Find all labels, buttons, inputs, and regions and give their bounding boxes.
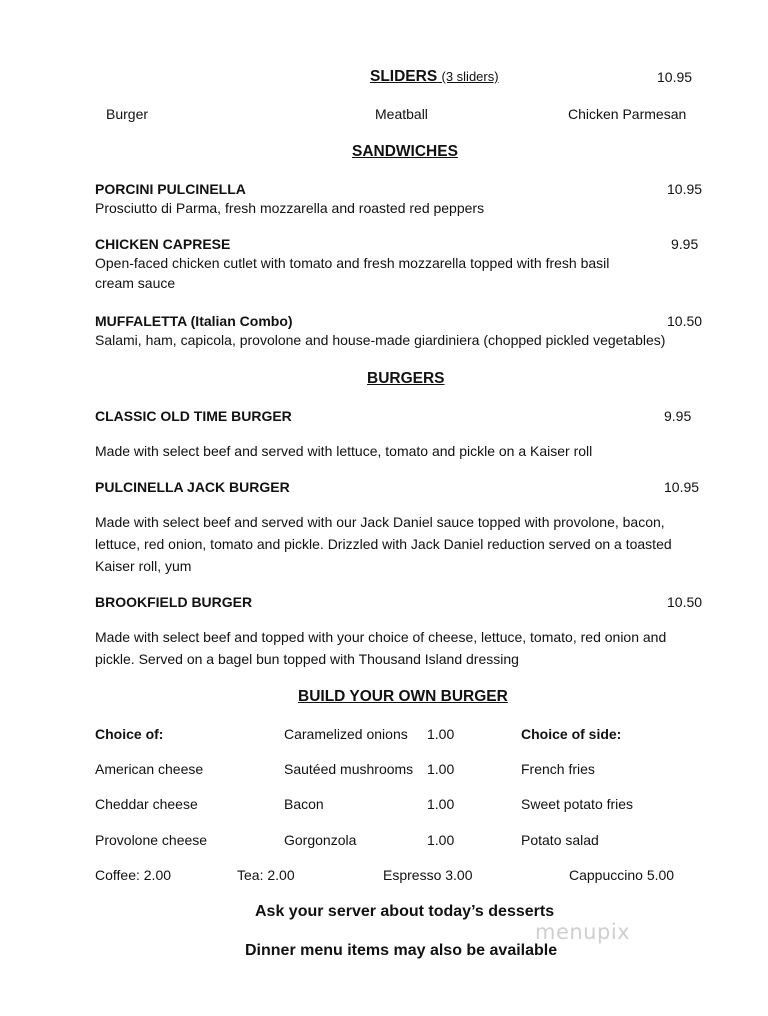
drink-price: Espresso 3.00 [383, 867, 473, 883]
item-name: CLASSIC OLD TIME BURGER [95, 408, 292, 424]
slider-option: Burger [106, 106, 149, 122]
topping-name: Caramelized onions [284, 726, 408, 742]
item-name: CHICKEN CAPRESE [95, 236, 231, 252]
topping-name: Sautéed mushrooms [284, 761, 414, 777]
sliders-price: 10.95 [657, 69, 693, 85]
topping-name: Gorgonzola [284, 832, 357, 848]
build-your-own-heading: BUILD YOUR OWN BURGER [298, 688, 508, 705]
drink-price: Coffee: 2.00 [95, 867, 172, 883]
item-description-line: Made with select beef and topped with your choice of cheese, lettuce, tomato, red onion and [95, 629, 667, 645]
sliders-note: (3 sliders) [441, 69, 499, 84]
item-name: MUFFALETTA (Italian Combo) [95, 313, 293, 329]
cheese-option: Cheddar cheese [95, 796, 198, 812]
topping-name: Bacon [284, 796, 324, 812]
side-option: Potato salad [521, 832, 599, 848]
item-name: BROOKFIELD BURGER [95, 594, 253, 610]
slider-option: Meatball [375, 106, 428, 122]
menupix-watermark: menupix [535, 920, 631, 944]
cheese-option: Provolone cheese [95, 832, 208, 848]
item-name: PORCINI PULCINELLA [95, 181, 246, 197]
choice-of-label: Choice of: [95, 726, 164, 742]
item-description-line: cream sauce [95, 275, 176, 291]
item-price: 9.95 [664, 408, 692, 424]
item-description-line: Made with select beef and served with lettuce, tomato and pickle on a Kaiser roll [95, 443, 593, 459]
item-name: PULCINELLA JACK BURGER [95, 479, 290, 495]
item-description: Prosciutto di Parma, fresh mozzarella and roasted red peppers [95, 200, 485, 216]
desserts-note: Ask your server about today’s desserts [255, 903, 555, 920]
item-price: 10.95 [667, 181, 703, 197]
burgers-heading: BURGERS [367, 370, 445, 387]
item-price: 9.95 [671, 236, 699, 252]
item-description-line: Open-faced chicken cutlet with tomato and fresh mozzarella topped with fresh basil [95, 255, 610, 271]
item-description-line: Kaiser roll, yum [95, 558, 192, 574]
drink-price: Cappuccino 5.00 [569, 867, 675, 883]
item-description-line: pickle. Served on a bagel bun topped with Thousand Island dressing [95, 651, 519, 667]
choice-of-side-label: Choice of side: [521, 726, 622, 742]
item-price: 10.50 [667, 313, 703, 329]
dinner-menu-note: Dinner menu items may also be available [245, 942, 558, 959]
side-option: Sweet potato fries [521, 796, 634, 812]
item-description-line: Made with select beef and served with our Jack Daniel sauce topped with provolone, bacon, [95, 514, 665, 530]
drink-price: Tea: 2.00 [237, 867, 295, 883]
cheese-option: American cheese [95, 761, 204, 777]
item-description: Salami, ham, capicola, provolone and house-made giardiniera (chopped pickled vegetables) [95, 332, 666, 348]
item-price: 10.95 [664, 479, 700, 495]
sandwiches-heading: SANDWICHES [352, 143, 458, 160]
topping-price: 1.00 [427, 726, 455, 742]
item-description-line: lettuce, red onion, tomato and pickle. Drizzled with Jack Daniel reduction served on a toasted [95, 536, 672, 552]
sliders-title: SLIDERS [370, 68, 438, 85]
slider-option: Chicken Parmesan [568, 106, 687, 122]
topping-price: 1.00 [427, 832, 455, 848]
side-option: French fries [521, 761, 595, 777]
topping-price: 1.00 [427, 761, 455, 777]
sliders-heading [370, 68, 499, 86]
topping-price: 1.00 [427, 796, 455, 812]
item-price: 10.50 [667, 594, 703, 610]
